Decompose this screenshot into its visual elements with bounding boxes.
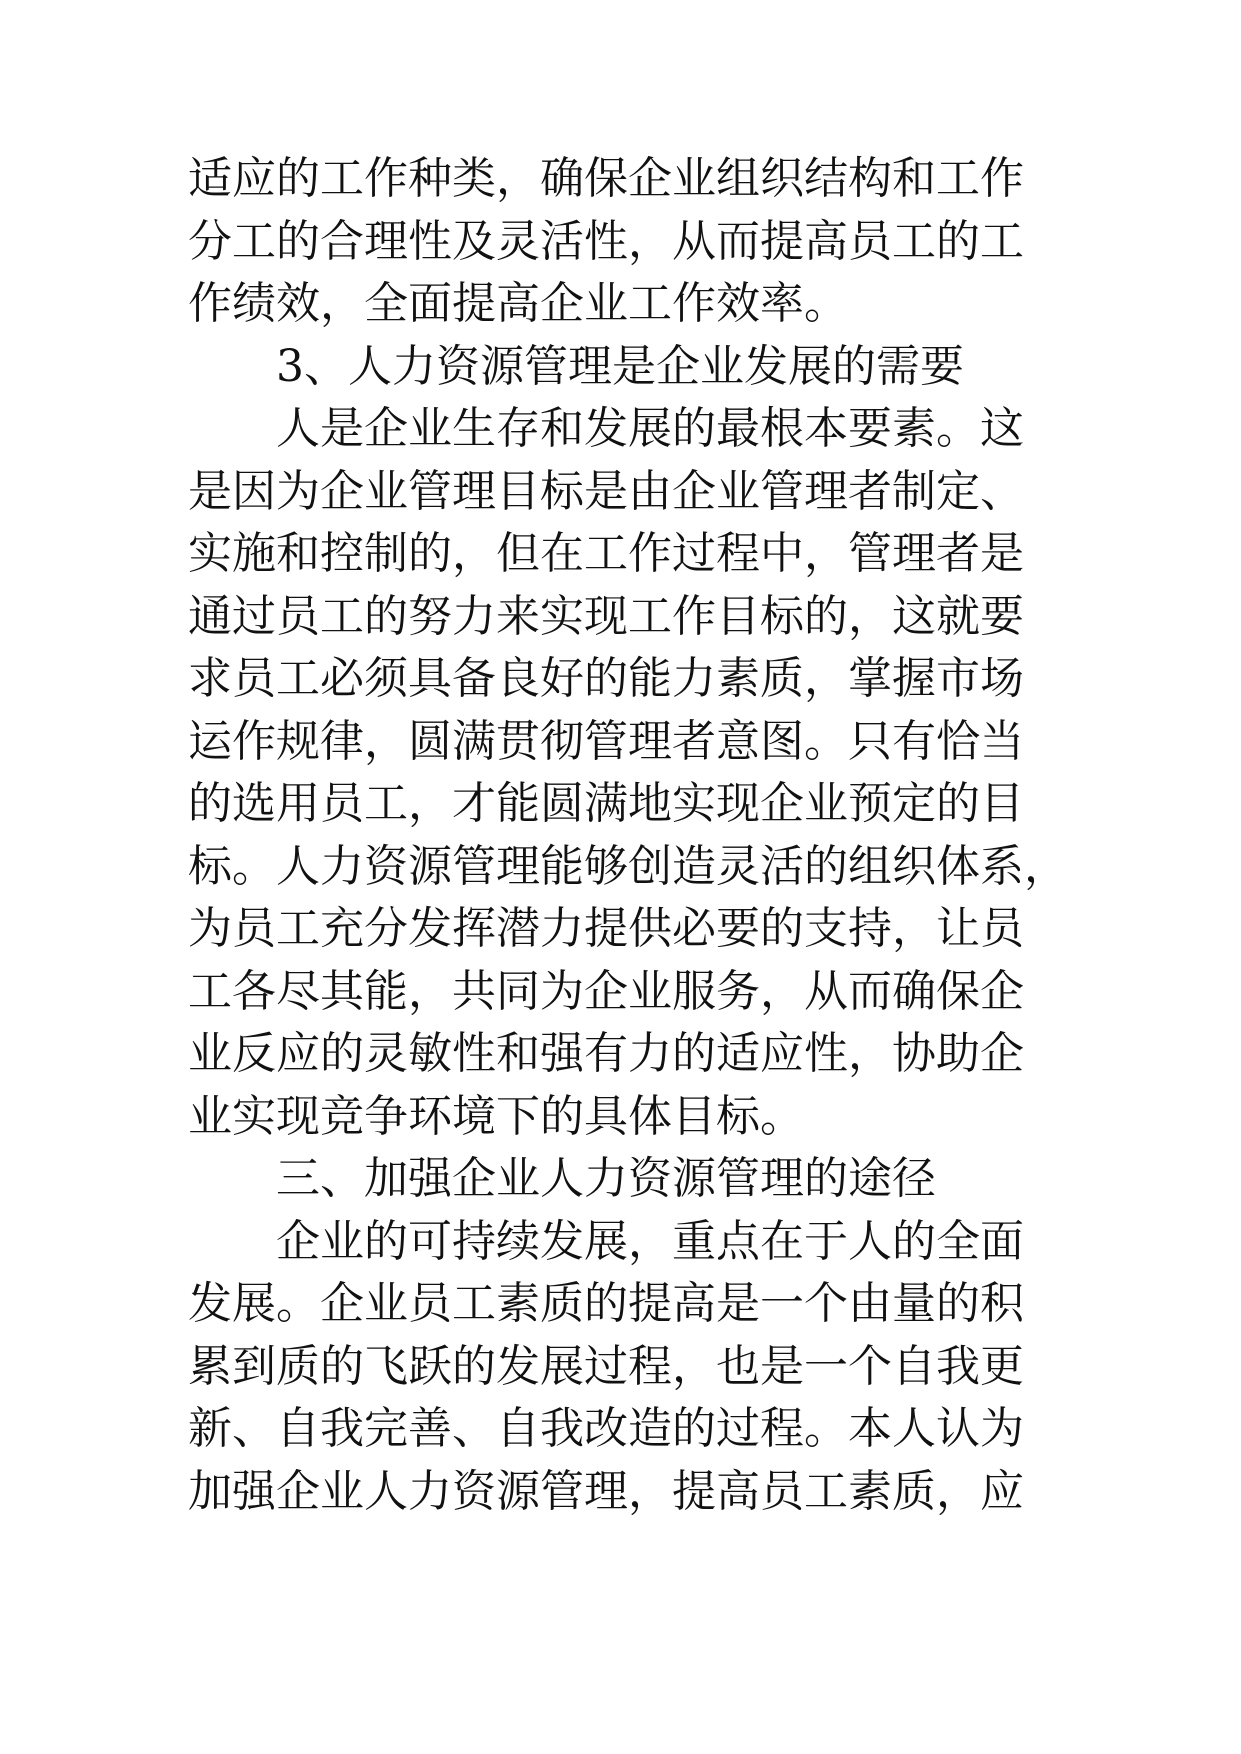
text-line: 求员工必须具备良好的能力素质，掌握市场	[188, 653, 1024, 704]
text-line: 企业的可持续发展，重点在于人的全面	[276, 1215, 1024, 1267]
text-line: 分工的合理性及灵活性，从而提高员工的工	[188, 215, 1024, 267]
text-line: 加强企业人力资源管理，提高员工素质，应	[188, 1465, 1024, 1517]
text-line: 是因为企业管理目标是由企业管理者制定、	[188, 465, 1024, 517]
text-line: 标。人力资源管理能够创造灵活的组织体系，	[188, 840, 1068, 892]
text-line: 业实现竞争环境下的具体目标。	[188, 1090, 804, 1142]
text-line: 运作规律，圆满贯彻管理者意图。只有恰当	[188, 715, 1024, 767]
text-line: 累到质的飞跃的发展过程，也是一个自我更	[188, 1340, 1024, 1392]
text-line: 实施和控制的，但在工作过程中，管理者是	[188, 528, 1024, 579]
text-line: 新、自我完善、自我改造的过程。本人认为	[188, 1403, 1024, 1454]
text-line: 业反应的灵敏性和强有力的适应性，协助企	[188, 1028, 1024, 1079]
text-line: 3、人力资源管理是企业发展的需要	[276, 340, 964, 392]
text-line: 为员工充分发挥潜力提供必要的支持，让员	[188, 903, 1024, 954]
text-line: 的选用员工，才能圆满地实现企业预定的目	[188, 778, 1024, 829]
text-line: 适应的工作种类，确保企业组织结构和工作	[188, 153, 1024, 204]
text-line: 三、加强企业人力资源管理的途径	[276, 1153, 936, 1204]
body-text	[188, 148, 1068, 1523]
text-line: 作绩效，全面提高企业工作效率。	[188, 278, 848, 329]
text-line: 人是企业生存和发展的最根本要素。这	[276, 403, 1024, 454]
text-line: 工各尽其能，共同为企业服务，从而确保企	[188, 965, 1024, 1017]
text-line: 发展。企业员工素质的提高是一个由量的积	[188, 1278, 1024, 1329]
text-line: 通过员工的努力来实现工作目标的，这就要	[188, 590, 1024, 642]
